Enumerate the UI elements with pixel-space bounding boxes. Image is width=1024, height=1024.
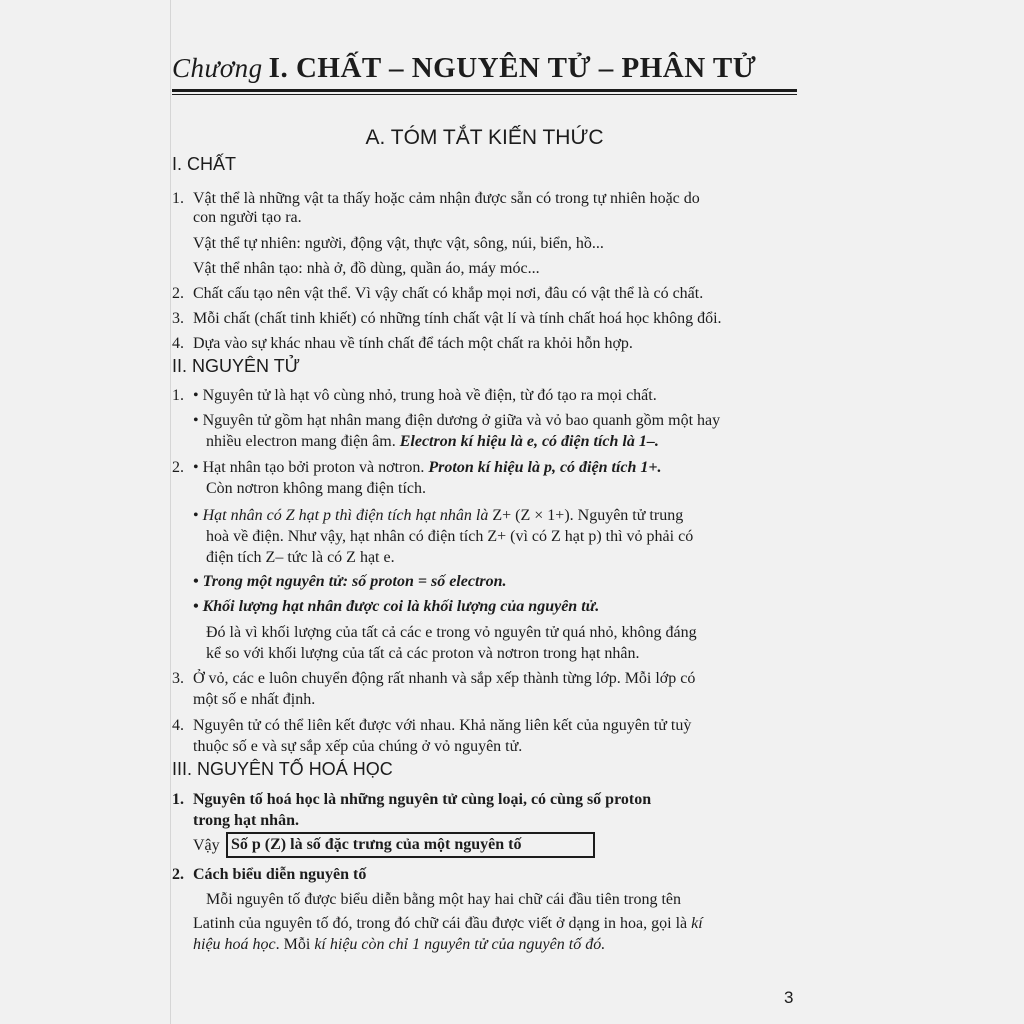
item-number: 3. — [172, 670, 184, 687]
text-line: Vật thể nhân tạo: nhà ở, đồ dùng, quần áo, máy móc... — [193, 260, 540, 277]
text-run-italic: Hạt nhân có Z hạt p thì điện tích hạt nhân là — [202, 507, 489, 524]
text-run-bold-italic: Electron kí hiệu là e, có điện tích là 1–. — [399, 433, 659, 450]
item-number: 1. — [172, 791, 184, 808]
text-run: • Hạt nhân tạo bởi proton và nơtron. — [193, 459, 429, 476]
text-line: một số e nhất định. — [193, 691, 316, 708]
text-line — [206, 432, 659, 452]
item-number: 2. — [172, 866, 184, 883]
text-line: thuộc số e và sự sắp xếp của chúng ở vỏ nguyên tử. — [193, 738, 523, 755]
text-run-bold-italic: Proton kí hiệu là p, có điện tích 1+. — [428, 459, 662, 476]
section-title: A. TÓM TẮT KIẾN THỨC — [365, 126, 604, 149]
text-run: Z+ (Z × 1+). Nguyên tử trung — [488, 507, 684, 524]
text-run: Latinh của nguyên tố đó, trong đó chữ cái đầu được viết ở dạng in hoa, gọi là — [193, 915, 692, 932]
item-number: 4. — [172, 717, 184, 734]
chapter-title-text: I. CHẤT – NGUYÊN TỬ – PHÂN TỬ — [268, 52, 757, 84]
text-run-italic: kí hiệu còn chỉ 1 nguyên tử của nguyên tố đó. — [314, 936, 606, 953]
item-number: 2. — [172, 459, 184, 476]
text-line: Mỗi nguyên tố được biểu diễn bằng một hay hai chữ cái đầu tiên trong tên — [206, 891, 682, 908]
text-line: Cách biểu diễn nguyên tố — [193, 866, 367, 883]
text-line: Vật thể tự nhiên: người, động vật, thực vật, sông, núi, biển, hồ... — [193, 235, 604, 252]
item-number: 1. — [172, 190, 184, 207]
text-run-italic: hiệu hoá học — [193, 936, 276, 953]
text-line: Vậy — [193, 837, 220, 854]
text-line — [193, 935, 605, 955]
item-number: 3. — [172, 310, 184, 327]
title-rule-thick — [172, 89, 797, 92]
text-run: nhiều electron mang điện âm. — [206, 433, 400, 450]
heading-chat: I. CHẤT — [172, 154, 237, 174]
item-number: 1. — [172, 387, 184, 404]
boxed-statement: Số p (Z) là số đặc trưng của một nguyên tố — [231, 836, 522, 853]
text-line: Đó là vì khối lượng của tất cả các e trong vỏ nguyên tử quá nhỏ, không đáng — [206, 624, 697, 641]
text-line: trong hạt nhân. — [193, 812, 299, 829]
title-rule-thin — [172, 94, 797, 95]
text-line: hoà về điện. Như vậy, hạt nhân có điện tích Z+ (vì có Z hạt p) thì vỏ phải có — [206, 528, 694, 545]
text-line: con người tạo ra. — [193, 209, 302, 226]
text-line: Dựa vào sự khác nhau về tính chất để tách một chất ra khỏi hỗn hợp. — [193, 335, 633, 352]
text-line: Còn nơtron không mang điện tích. — [206, 480, 426, 497]
text-line: Ở vỏ, các e luôn chuyển động rất nhanh và sắp xếp thành từng lớp. Mỗi lớp có — [193, 670, 696, 687]
text-line: • Trong một nguyên tử: số proton = số electron. — [193, 573, 507, 590]
text-line — [193, 458, 662, 478]
text-line: • Khối lượng hạt nhân được coi là khối lượng của nguyên tử. — [193, 598, 600, 615]
heading-nguyen-tu: II. NGUYÊN TỬ — [172, 356, 301, 376]
text-line: Nguyên tử có thể liên kết được với nhau. Khả năng liên kết của nguyên tử tuỳ — [193, 717, 692, 734]
heading-nguyen-to: III. NGUYÊN TỐ HOÁ HỌC — [172, 759, 393, 779]
text-line: • Nguyên tử là hạt vô cùng nhỏ, trung hoà về điện, từ đó tạo ra mọi chất. — [193, 387, 657, 404]
text-line: Vật thể là những vật ta thấy hoặc cảm nhận được sẵn có trong tự nhiên hoặc do — [193, 190, 700, 207]
text-line: Mỗi chất (chất tinh khiết) có những tính chất vật lí và tính chất hoá học không đổi. — [193, 310, 722, 327]
text-line: điện tích Z– tức là có Z hạt e. — [206, 549, 395, 566]
chapter-prefix: Chương — [172, 53, 263, 83]
text-line — [193, 506, 683, 526]
text-run: • — [193, 507, 203, 524]
chapter-title — [172, 52, 802, 85]
page-edge-shadow — [170, 0, 171, 1024]
text-line: • Nguyên tử gồm hạt nhân mang điện dương ở giữa và vỏ bao quanh gồm một hay — [193, 412, 721, 429]
text-run-italic: kí — [691, 915, 703, 932]
text-line: Nguyên tố hoá học là những nguyên tử cùng loại, có cùng số proton — [193, 791, 652, 808]
item-number: 4. — [172, 335, 184, 352]
text-line: Chất cấu tạo nên vật thể. Vì vậy chất có khắp mọi nơi, đâu có vật thể là có chất. — [193, 285, 704, 302]
item-number: 2. — [172, 285, 184, 302]
text-line: kể so với khối lượng của tất cả các proton và nơtron trong hạt nhân. — [206, 645, 640, 662]
page-number: 3 — [784, 988, 794, 1007]
text-line — [193, 914, 703, 934]
text-run: . Mỗi — [275, 936, 315, 953]
